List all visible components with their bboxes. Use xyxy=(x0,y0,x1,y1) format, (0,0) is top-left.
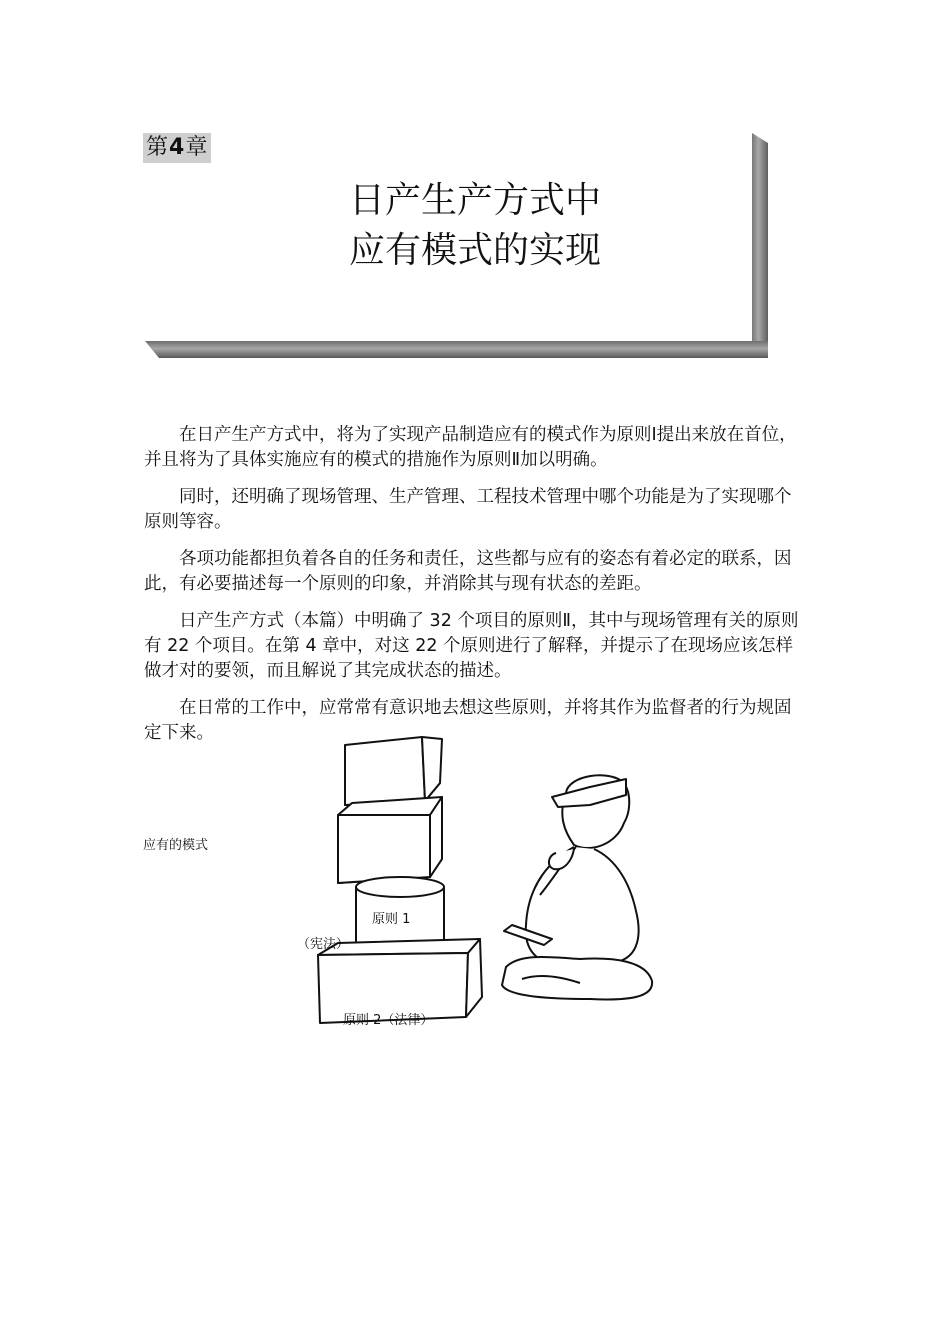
second-box xyxy=(338,797,442,883)
paragraph: 各项功能都担负着各自的任务和责任，这些都与应有的姿态有着必定的联系，因此，有必要描述每一个原则的印象，并消除其与现有状态的差距。 xyxy=(144,549,792,594)
body-text xyxy=(144,423,806,758)
chapter-title xyxy=(300,176,650,276)
title-frame-right xyxy=(752,133,768,355)
top-box xyxy=(345,737,442,805)
chapter-suffix: 章 xyxy=(185,135,209,160)
chapter-number: 4 xyxy=(169,135,186,160)
paragraph: 日产生产方式（本篇）中明确了 32 个项目的原则Ⅱ，其中与现场管理有关的原则有 22 个项目。在第 4 章中，对这 22 个原则进行了解释，并提示了在现场应该怎样做才对的要领，而且解说了其完成状态的描述。 xyxy=(144,611,799,681)
caption-principle-2: 原则 2（法律） xyxy=(343,1013,434,1028)
caption-constitution: （宪法） xyxy=(297,937,350,952)
caption-principle-1: 原则 1 xyxy=(372,912,411,927)
worker-figure xyxy=(502,775,652,999)
chapter-label xyxy=(143,133,211,163)
chapter-title-line1: 日产生产方式中 xyxy=(348,180,601,221)
chapter-title-line2: 应有模式的实现 xyxy=(348,230,601,271)
paragraph: 在日常的工作中，应常常有意识地去想这些原则，并将其作为监督者的行为规固定下来。 xyxy=(144,698,792,743)
title-frame-bottom xyxy=(145,341,768,358)
paragraph: 同时，还明确了现场管理、生产管理、工程技术管理中哪个功能是为了实现哪个原则等容。 xyxy=(144,487,792,532)
paragraph: 在日产生产方式中，将为了实现产品制造应有的模式作为原则Ⅰ提出来放在首位，并且将为了具体实施应有的模式的措施作为原则Ⅱ加以明确。 xyxy=(144,425,797,470)
chapter-prefix: 第 xyxy=(146,135,170,160)
illustration xyxy=(290,735,670,1035)
caption-ideal-model: 应有的模式 xyxy=(143,838,209,853)
